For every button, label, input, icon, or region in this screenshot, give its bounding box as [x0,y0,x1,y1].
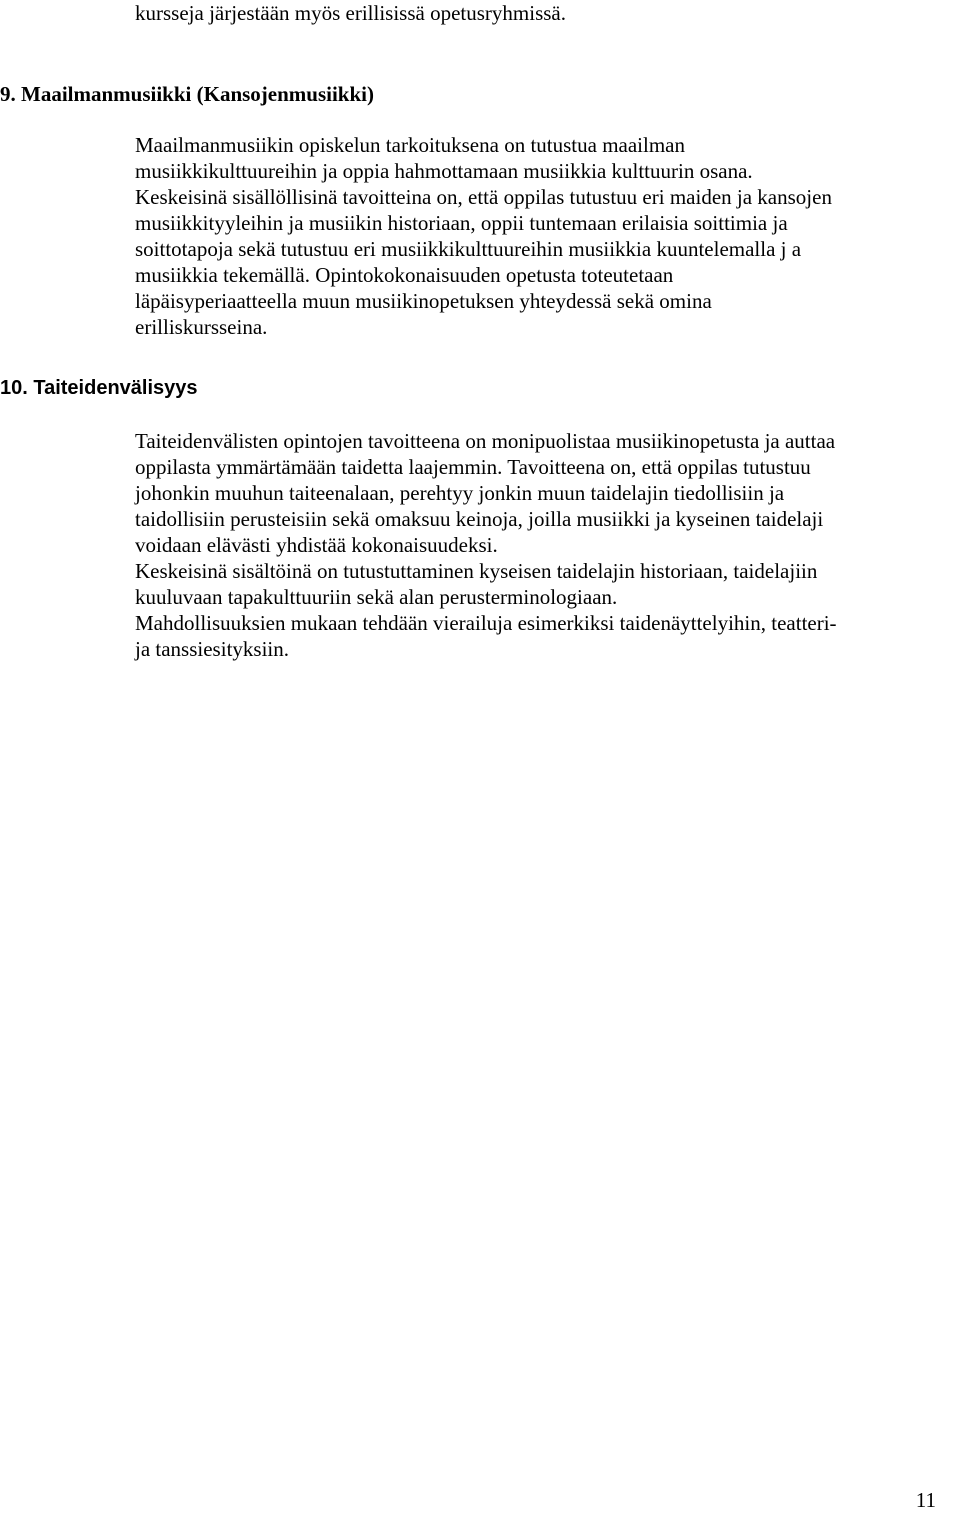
section-10-line: ja tanssiesityksiin. [135,637,289,661]
section-10-line: oppilasta ymmärtämään taidetta laajemmin. Tavoitteena on, että oppilas tutustuu [135,455,811,479]
section-10-line: kuuluvaan tapakulttuuriin sekä alan perusterminologiaan. [135,585,618,609]
section-9-paragraph [135,132,955,340]
section-10-heading: 10. Taiteidenvälisyys [0,377,198,399]
section-9-line: musiikkikulttuureihin ja oppia hahmottamaan musiikkia kulttuurin osana. [135,159,753,183]
section-9-heading: 9. Maailmanmusiikki (Kansojenmusiikki) [0,82,374,106]
section-10-line: voidaan elävästi yhdistää kokonaisuudeksi. [135,533,498,557]
section-10-paragraph [135,428,955,662]
section-10-line: taidollisiin perusteisiin sekä omaksuu keinoja, joilla musiikki ja kyseinen taidelaji [135,507,824,531]
section-10-line: Keskeisinä sisältöinä on tutustuttaminen kyseisen taidelajin historiaan, taidelajiin [135,559,818,583]
section-9-line: läpäisyperiaatteella muun musiikinopetuksen yhteydessä sekä omina [135,289,712,313]
section-9-line: musiikkityyleihin ja musiikin historiaan, oppii tuntemaan erilaisia soittimia ja [135,211,788,235]
section-10-line: Taiteidenvälisten opintojen tavoitteena on monipuolistaa musiikinopetusta ja auttaa [135,429,836,453]
section-9-line: erilliskursseina. [135,315,268,339]
section-9-line: soittotapoja sekä tutustuu eri musiikkikulttuureihin musiikkia kuuntelemalla j a [135,237,802,261]
page-number: 11 [915,1488,936,1512]
section-10-line: johonkin muuhun taiteenalaan, perehtyy jonkin muun taidelajin tiedollisiin ja [135,481,785,505]
section-9-line: musiikkia tekemällä. Opintokokonaisuuden opetusta toteutetaan [135,263,674,287]
intro-line: kursseja järjestään myös erillisissä opetusryhmissä. [135,1,567,25]
section-10-line: Mahdollisuuksien mukaan tehdään vierailuja esimerkiksi taidenäyttelyihin, teatteri- [135,611,837,635]
section-9-line: Maailmanmusiikin opiskelun tarkoituksena on tutustua maailman [135,133,685,157]
section-9-line: Keskeisinä sisällöllisinä tavoitteina on, että oppilas tutustuu eri maiden ja kansojen [135,185,832,209]
